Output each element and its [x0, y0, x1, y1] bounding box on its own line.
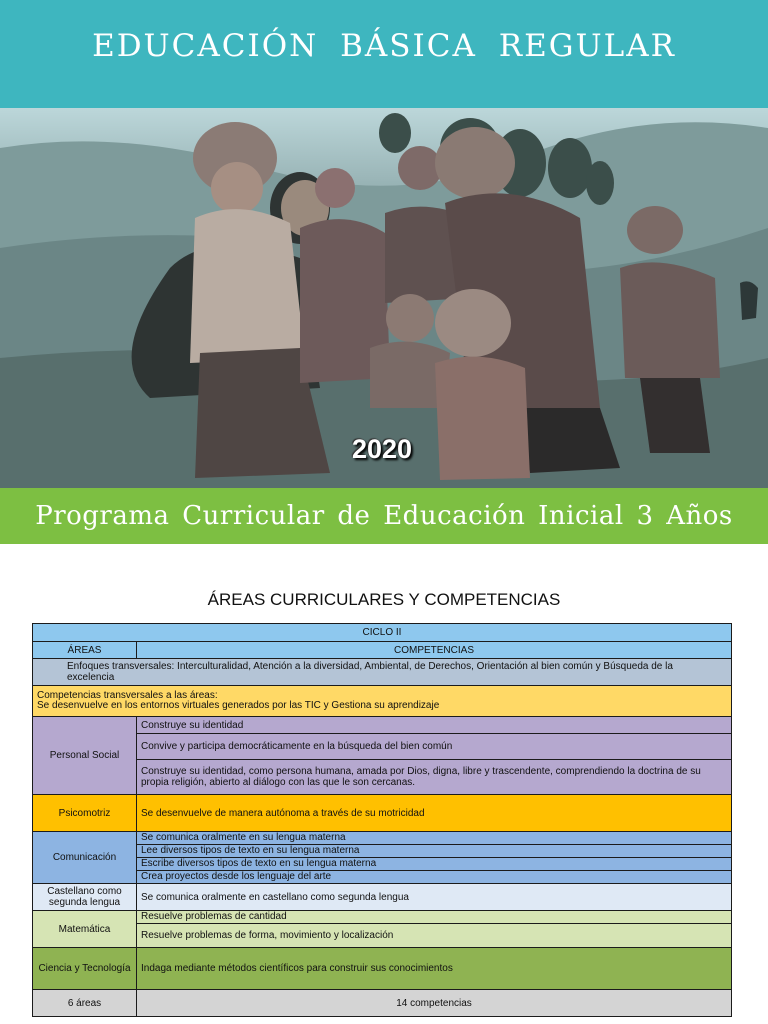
- competencia-cell: Escribe diversos tipos de texto en su lengua materna: [137, 858, 732, 871]
- table-row: [33, 642, 732, 659]
- competencia-cell: Indaga mediante métodos científicos para construir sus conocimientos: [137, 948, 732, 990]
- competencia-cell: Se comunica oralmente en su lengua materna: [137, 832, 732, 845]
- competencia-cell: Se desenvuelve de manera autónoma a través de su motricidad: [137, 795, 732, 832]
- area-comunicacion: Comunicación: [33, 832, 137, 884]
- table-row: [33, 795, 732, 832]
- table-row: [33, 948, 732, 990]
- table-row: [33, 760, 732, 795]
- area-ciencia-tecnologia: Ciencia y Tecnología: [33, 948, 137, 990]
- area-psicomotriz: Psicomotriz: [33, 795, 137, 832]
- total-competencias: 14 competencias: [137, 990, 732, 1017]
- competencia-cell: Lee diversos tipos de texto en su lengua materna: [137, 845, 732, 858]
- section-title: ÁREAS CURRICULARES Y COMPETENCIAS: [207, 590, 561, 609]
- subtitle-banner: [0, 488, 768, 544]
- competencia-cell: Construye su identidad: [137, 717, 732, 734]
- table-row: [33, 858, 732, 871]
- competencia-cell: Crea proyectos desde los lenguaje del arte: [137, 871, 732, 884]
- competencia-cell: Resuelve problemas de forma, movimiento y localización: [137, 924, 732, 948]
- competencias-header: COMPETENCIAS: [137, 642, 732, 659]
- table-row: [33, 686, 732, 717]
- area-matematica: Matemática: [33, 911, 137, 948]
- competencia-cell: Convive y participa democráticamente en la búsqueda del bien común: [137, 734, 732, 760]
- areas-header: ÁREAS: [33, 642, 137, 659]
- transversales-text: Se desenvuelve en los entornos virtuales generados por las TIC y Gestiona su aprendizaje: [37, 700, 440, 711]
- table-row: [33, 871, 732, 884]
- cover-title: EDUCACIÓN BÁSICA REGULAR: [92, 28, 676, 64]
- ciclo-header: CICLO II: [33, 624, 732, 642]
- competencia-cell: Se comunica oralmente en castellano como segunda lengua: [137, 884, 732, 911]
- table-row: [33, 832, 732, 845]
- area-castellano: Castellano como segunda lengua: [33, 884, 137, 911]
- competencia-cell: Resuelve problemas de cantidad: [137, 911, 732, 924]
- competencia-cell: Construye su identidad, como persona humana, amada por Dios, digna, libre y trascendente, comprendiendo la doctrina de su propia religión, abierto al diálogo con las que le son cercanas.: [137, 760, 732, 795]
- table-row: [33, 624, 732, 642]
- total-areas: 6 áreas: [33, 990, 137, 1017]
- table-row: [33, 884, 732, 911]
- table-row: [33, 717, 732, 734]
- curricular-table: [32, 623, 732, 1017]
- table-row: [33, 924, 732, 948]
- table-row: [33, 845, 732, 858]
- enfoques-transversales: Enfoques transversales: Interculturalidad, Atención a la diversidad, Ambiental, de Derechos, Orientación al bien común y Búsqueda de la excelencia: [33, 659, 732, 686]
- table-row: [33, 911, 732, 924]
- cover-subtitle: Programa Curricular de Educación Inicial 3 Años: [35, 501, 733, 531]
- table-row: [33, 659, 732, 686]
- table-row: [33, 734, 732, 760]
- children-photo-illustration: [0, 108, 768, 488]
- table-row: [33, 990, 732, 1017]
- cover-photo: [0, 108, 768, 488]
- area-personal-social: Personal Social: [33, 717, 137, 795]
- title-banner: [0, 0, 768, 108]
- transversales-title: Competencias transversales a las áreas:: [37, 690, 218, 701]
- competencias-transversales: [33, 686, 732, 717]
- cover-year: 2020: [352, 434, 413, 464]
